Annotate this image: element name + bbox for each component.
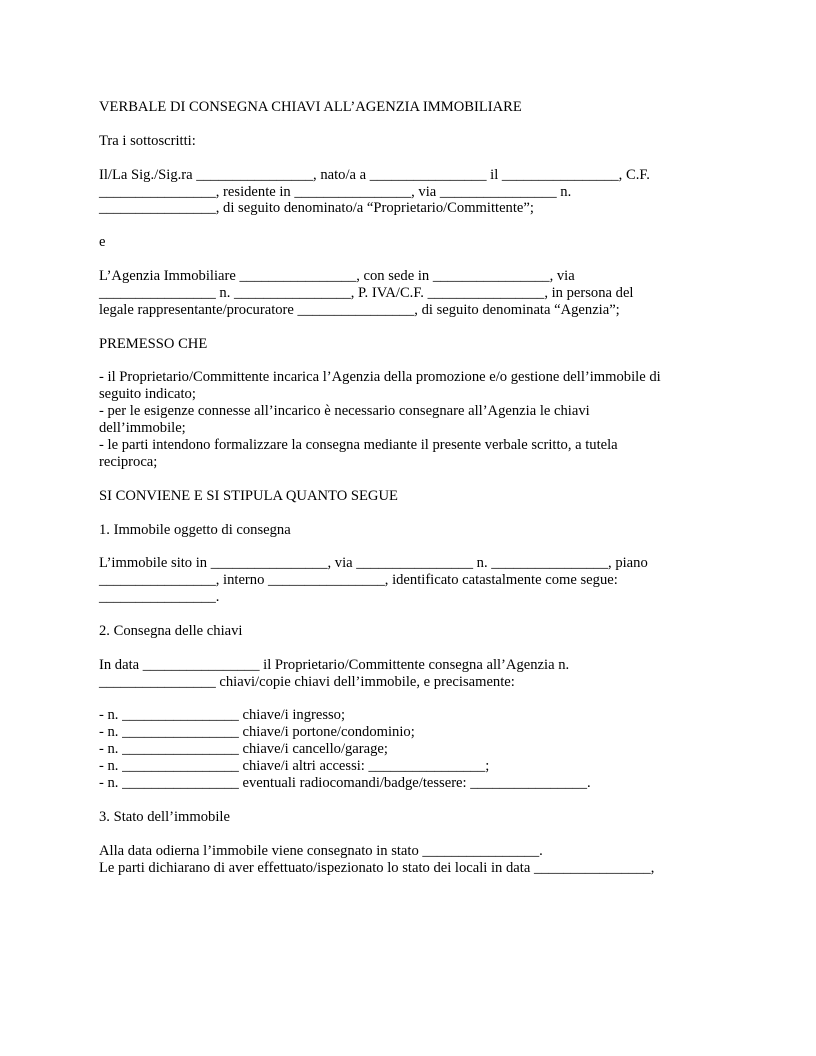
section-heading: 3. Stato dell’immobile <box>99 808 230 825</box>
agreement-heading: SI CONVIENE E SI STIPULA QUANTO SEGUE <box>99 487 398 504</box>
section-heading: 1. Immobile oggetto di consegna <box>99 521 291 538</box>
section-line: Alla data odierna l’immobile viene consegnato in stato ________________. <box>99 842 543 859</box>
document-body <box>99 99 723 876</box>
premise-line: reciproca; <box>99 453 158 470</box>
section-line: ________________ chiavi/copie chiavi dell’immobile, e precisamente: <box>99 673 515 690</box>
key-list-item: - n. ________________ chiave/i portone/condominio; <box>99 724 415 741</box>
section-line: In data ________________ il Proprietario/Committente consegna all’Agenzia n. <box>99 656 570 673</box>
conjunction-text: e <box>99 234 106 251</box>
section-line: ________________, interno ________________, identificato catastalmente come segue: <box>99 572 618 589</box>
owner-line: ________________, di seguito denominato/a “Proprietario/Committente”; <box>99 200 534 217</box>
premise-line: - le parti intendono formalizzare la consegna mediante il presente verbale scritto, a tutela <box>99 437 618 454</box>
premise-line: seguito indicato; <box>99 386 196 403</box>
key-list-item: - n. ________________ chiave/i altri accessi: ________________; <box>99 758 490 775</box>
owner-line: Il/La Sig./Sig.ra ________________, nato/a a ________________ il ________________, C.F. <box>99 166 650 183</box>
section-line: Le parti dichiarano di aver effettuato/ispezionato lo stato dei locali in data ________________, <box>99 859 655 876</box>
section-line: ________________. <box>99 589 220 606</box>
premise-line: - per le esigenze connesse all’incarico è necessario consegnare all’Agenzia le chiavi <box>99 403 590 420</box>
premise-heading: PREMESSO CHE <box>99 335 208 352</box>
agency-line: legale rappresentante/procuratore ________________, di seguito denominata “Agenzia”; <box>99 301 620 318</box>
key-list-item: - n. ________________ chiave/i cancello/garage; <box>99 741 388 758</box>
document-title: VERBALE DI CONSEGNA CHIAVI ALL’AGENZIA IMMOBILIARE <box>99 99 522 115</box>
key-list-item: - n. ________________ chiave/i ingresso; <box>99 707 346 724</box>
agency-line: L’Agenzia Immobiliare ________________, con sede in ________________, via <box>99 268 575 284</box>
premise-line: - il Proprietario/Committente incarica l’Agenzia della promozione e/o gestione dell’immobile di <box>99 369 661 386</box>
premise-line: dell’immobile; <box>99 420 186 437</box>
owner-line: ________________, residente in ________________, via ________________ n. <box>99 183 572 200</box>
agency-line: ________________ n. ________________, P. IVA/C.F. ________________, in persona del <box>99 284 634 301</box>
intro-text: Tra i sottoscritti: <box>99 132 196 149</box>
key-list-item: - n. ________________ eventuali radiocomandi/badge/tessere: ________________. <box>99 775 591 792</box>
section-heading: 2. Consegna delle chiavi <box>99 622 243 639</box>
section-line: L’immobile sito in ________________, via ________________ n. ________________, piano <box>99 555 648 572</box>
